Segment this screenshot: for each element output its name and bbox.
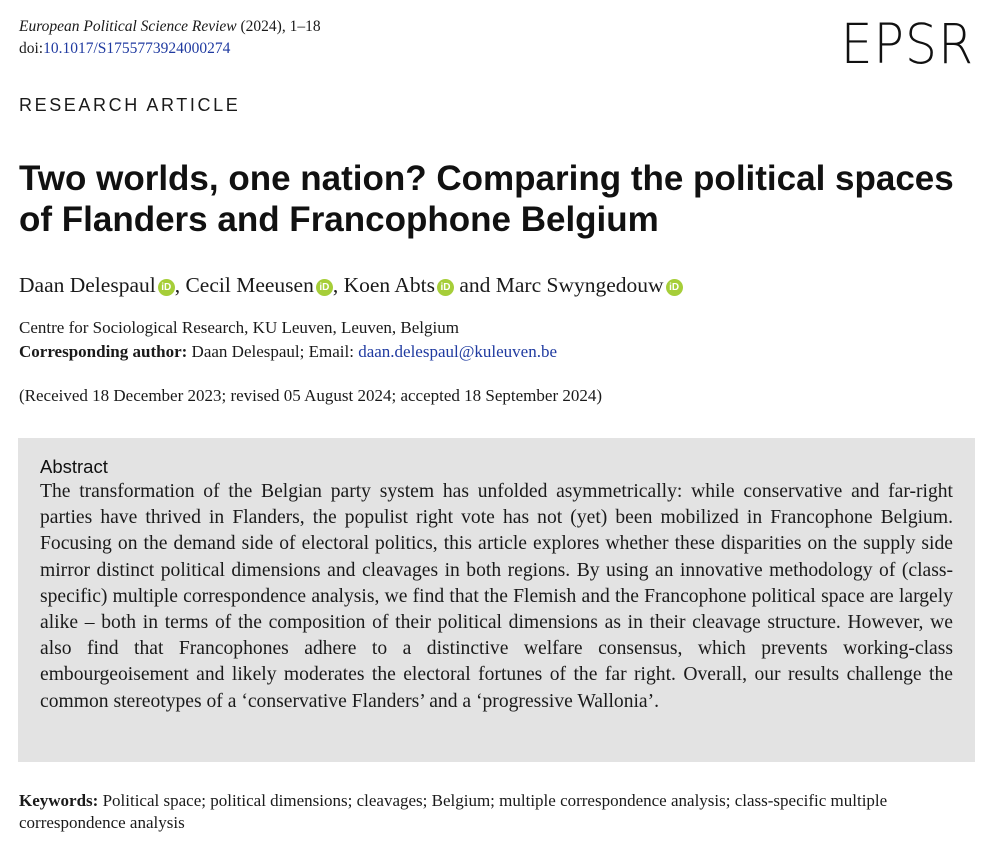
doi-link[interactable]: 10.1017/S1755773924000274 (43, 40, 231, 57)
author-name[interactable]: Daan Delespaul (19, 273, 156, 297)
keywords-label: Keywords: (19, 791, 99, 810)
author-name[interactable]: Koen Abts (343, 273, 435, 297)
submission-dates: (Received 18 December 2023; revised 05 August 2024; accepted 18 September 2024) (19, 386, 603, 405)
author-separator: and (453, 273, 496, 297)
author-name[interactable]: Marc Swyngedouw (495, 273, 664, 297)
doi-prefix: doi: (19, 40, 44, 57)
author-separator: , (174, 273, 186, 297)
journal-issue: (2024), 1–18 (236, 18, 321, 35)
author-separator: , (332, 273, 344, 297)
affiliation: Centre for Sociological Research, KU Leuven, Leuven, Belgium (19, 318, 459, 337)
corresponding-author (19, 341, 557, 363)
doi-line (19, 40, 230, 58)
journal-citation (19, 18, 321, 36)
journal-logo: EPSR (840, 12, 974, 76)
orcid-icon[interactable]: iD (666, 279, 683, 296)
abstract-box (18, 438, 975, 762)
keywords (19, 790, 979, 834)
article-title: Two worlds, one nation? Comparing the political spaces of Flanders and Francophone Belgium (19, 159, 954, 239)
abstract-text: The transformation of the Belgian party system has unfolded asymmetrically: while conservative and far-right parties have thrived in Flanders, the populist right vote has not (yet) been mobilized in Francophone Belgium. Focusing on the demand side of electoral politics, this article explores whether these disparities on the supply side mirror distinct political dimensions and cleavages in both regions. By using an innovative methodology of (class-specific) multiple correspondence analysis, we find that the Flemish and the Francophone political space are largely alike – both in terms of the composition of their political dimensions as in their cleavage structure. However, we also find that Francophones adhere to a distinctive welfare consensus, which prevents working-class embourgeoisement and likely moderates the electoral fortunes of the far right. Overall, our results challenge the common stereotypes of a ‘conservative Flanders’ and a ‘progressive Wallonia’. (40, 481, 953, 712)
article-type: RESEARCH ARTICLE (19, 95, 241, 115)
keywords-text: Political space; political dimensions; cleavages; Belgium; multiple correspondence analysis; class-specific multiple correspondence analysis (19, 791, 888, 832)
orcid-icon[interactable]: iD (437, 279, 454, 296)
author-name[interactable]: Cecil Meeusen (185, 273, 314, 297)
abstract-heading: Abstract (40, 456, 108, 477)
journal-name: European Political Science Review (19, 18, 237, 35)
orcid-icon[interactable]: iD (158, 279, 175, 296)
author-list (19, 271, 683, 299)
email-link[interactable]: daan.delespaul@kuleuven.be (358, 342, 557, 361)
corresponding-author-text: Daan Delespaul; Email: (187, 342, 359, 361)
orcid-icon[interactable]: iD (316, 279, 333, 296)
corresponding-author-label: Corresponding author: (19, 342, 188, 361)
